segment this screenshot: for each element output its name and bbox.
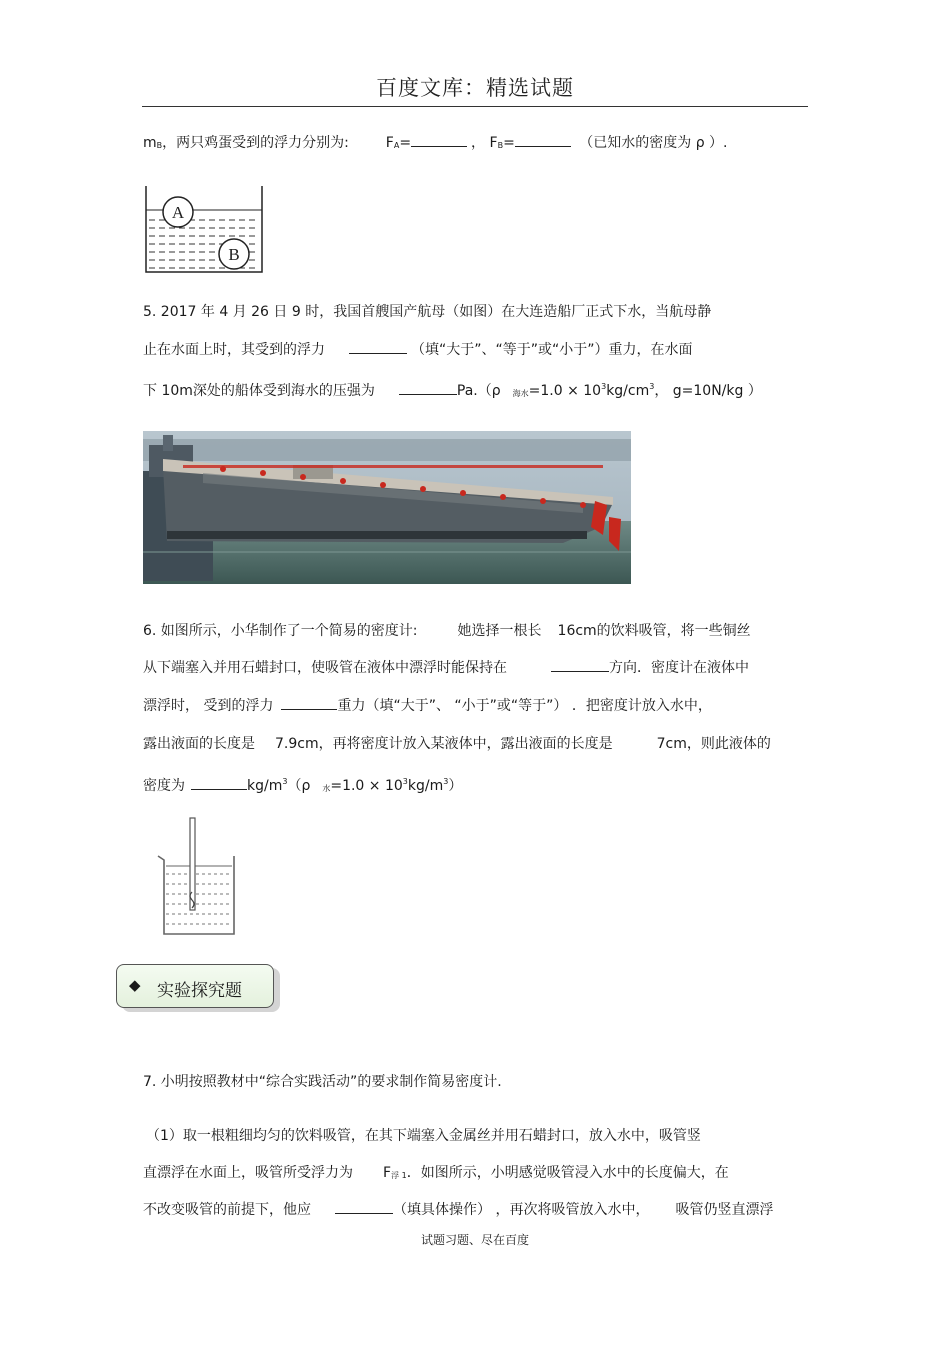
q6-line1-a: 6. 如图所示，小华制作了一个简易的密度计: (143, 623, 418, 639)
eggs-beaker-figure (140, 182, 268, 276)
q6-line2-a: 从下端塞入并用石蜡封口，使吸管在液体中漂浮时能保持在 (143, 660, 507, 676)
q6-line5 (143, 773, 462, 798)
diamond-marker-icon: ◆ (129, 976, 141, 994)
densimeter-beaker-figure (146, 816, 246, 940)
q6-line1-c: 16cm的饮料吸管，将一些铜丝 (557, 623, 751, 639)
q7-line4-b: （填具体操作） ，再次将吸管放入水中， (393, 1202, 650, 1218)
q6-line4-c: 7cm，则此液体的 (656, 736, 771, 752)
fa-blank[interactable] (411, 134, 467, 147)
q5-line3-a: 下 10m深处的船体受到海水的压强为 (143, 383, 375, 399)
q6-line3-a: 漂浮时， 受到的浮力 (143, 698, 274, 714)
q6-sup2: 3 (402, 777, 408, 786)
q5-line2-a: 止在水面上时，其受到的浮力 (143, 342, 325, 358)
q7-line4 (143, 1201, 773, 1219)
q4-sep: ， (471, 135, 486, 151)
q7-line2-text: （1）取一根粗细均匀的饮料吸管，在其下端塞入金属丝并用石蜡封口，放入水中，吸管竖 (146, 1128, 701, 1144)
q5-sup2: 3 (649, 382, 655, 391)
q6-sub-water: 水 (322, 784, 331, 793)
q5-line3-c: =1.0 × 10 (528, 383, 602, 399)
q4-text: ，两只鸡蛋受到的浮力分别为: (162, 135, 349, 151)
fa-eq: = (399, 135, 412, 151)
q5-line2-b: （填“大于”、“等于”或“小于”）重力，在水面 (411, 342, 693, 358)
q6-sup1: 3 (282, 777, 288, 786)
q5-line3-d: kg/cm (606, 383, 650, 399)
q5-sub-seawater: 海水 (512, 389, 529, 398)
egg-a-label: A (171, 203, 185, 222)
q7-line3-a: 直漂浮在水面上，吸管所受浮力为 (143, 1165, 353, 1181)
q7-line3-c: ．如图所示，小明感觉吸管浸入水中的长度偏大，在 (406, 1165, 729, 1181)
egg-b-label: B (228, 245, 240, 264)
q5-line1-text: 5. 2017 年 4 月 26 日 9 时，我国首艘国产航母（如图）在大连造船厂正式下水，当航母静 (143, 304, 712, 320)
page-footer: 试题习题、尽在百度 (420, 1233, 529, 1247)
q6-density-blank[interactable] (191, 777, 247, 790)
q6-line4-b: 7.9cm，再将密度计放入某液体中，露出液面的长度是 (275, 736, 613, 752)
q6-buoyancy-blank[interactable] (281, 697, 337, 710)
q7-sub-f1: 浮 1 (391, 1171, 407, 1180)
q5-line2 (143, 341, 693, 359)
q6-line1 (143, 622, 751, 640)
q4-answer-line (143, 134, 728, 155)
q7-line4-c: 吸管仍竖直漂浮 (675, 1202, 774, 1218)
section-label: 实验探究题 (157, 981, 242, 1001)
q6-line5-c: （ρ (287, 778, 311, 794)
q5-sup1: 3 (601, 382, 607, 391)
q5-line3-e: ， g=10N/kg ） (654, 383, 762, 399)
q7-line2 (146, 1127, 701, 1145)
q7-operation-blank[interactable] (335, 1201, 393, 1214)
q7-line3 (143, 1164, 729, 1185)
fb-blank[interactable] (515, 134, 571, 147)
q5-line1 (143, 303, 711, 321)
fb-sub: B (497, 141, 504, 150)
fb-label: F (489, 135, 498, 151)
q7-line1-text: 7. 小明按照教材中“综合实践活动”的要求制作简易密度计. (143, 1074, 502, 1090)
page-title: 百度文库：精选试题 (376, 76, 574, 100)
q6-line3 (143, 697, 712, 715)
q4-prefix-sub: B (156, 141, 163, 150)
q5-line3-b: Pa.（ρ (456, 383, 501, 399)
q6-line3-b: 重力（填“大于”、 “小于”或“等于”） ．把密度计放入水中， (337, 698, 712, 714)
q6-line4-a: 露出液面的长度是 (143, 736, 255, 752)
q5-pressure-blank[interactable] (399, 382, 457, 395)
q5-buoyancy-blank[interactable] (349, 341, 407, 354)
q4-prefix: m (143, 135, 157, 151)
q7-line3-b: F (383, 1165, 392, 1181)
fa-label: F (385, 135, 394, 151)
q6-line4 (143, 735, 771, 753)
q6-line5-b: kg/m (247, 778, 283, 794)
aircraft-carrier-photo (143, 431, 631, 584)
fa-sub: A (393, 141, 400, 150)
q6-line1-b: 她选择一根长 (457, 623, 542, 639)
q7-line1 (143, 1073, 502, 1091)
header-divider (142, 106, 808, 107)
q6-line5-d: =1.0 × 10 (330, 778, 403, 794)
q6-line5-f: ） (448, 778, 463, 794)
q6-line5-a: 密度为 (143, 778, 185, 794)
q5-line3 (143, 378, 762, 403)
straw-tube (190, 818, 195, 910)
q6-line5-e: kg/m (407, 778, 444, 794)
q7-line4-a: 不改变吸管的前提下，他应 (143, 1202, 311, 1218)
q4-note: （已知水的密度为 ρ ）. (579, 135, 728, 151)
q6-sup3: 3 (443, 777, 449, 786)
section-badge-experiment (116, 964, 274, 1008)
q6-line2-b: 方向．密度计在液体中 (609, 660, 749, 676)
q6-line2 (143, 659, 749, 677)
fb-eq: = (503, 135, 515, 151)
q6-direction-blank[interactable] (551, 659, 609, 672)
